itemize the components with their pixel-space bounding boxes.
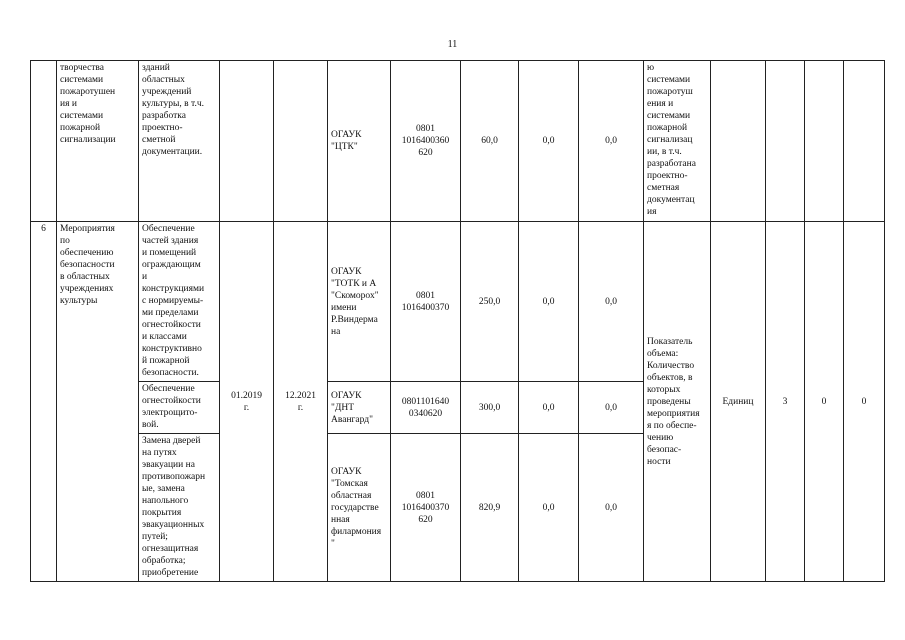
cell-sum-3: 0,0 <box>579 222 644 382</box>
cell-sum-2: 0,0 <box>519 382 579 434</box>
cell-indicator: ю системами пожаротуш ения и системами пожарной сигнализац ии, в т.ч. разработана проектно- сметная документац ия <box>644 61 711 222</box>
cell-date-start <box>220 61 274 222</box>
cell-num <box>31 61 57 222</box>
cell-activity: Мероприятия по обеспечению безопасности в областных учреждениях культуры <box>57 222 139 582</box>
cell-date-end <box>274 61 328 222</box>
cell-activity: творчества системами пожаротушен ия и системами пожарной сигнализации <box>57 61 139 222</box>
cell-measure: зданий областных учреждений культуры, в т.ч. разработка проектно- сметной документации. <box>139 61 220 222</box>
cell-executor: ОГАУК "ЦТК" <box>328 61 391 222</box>
cell-executor: ОГАУК "ДНТ Авангард" <box>328 382 391 434</box>
cell-measure: Обеспечение частей здания и помещений ограждающим и конструкциями с нормируемы- ми пределами огнестойкости и классами конструктивно й пожарной безопасности. <box>139 222 220 382</box>
cell-kbk: 0801 1016400360 620 <box>391 61 461 222</box>
cell-executor: ОГАУК "ТОТК и А "Скоморох" имени Р.Виндерма на <box>328 222 391 382</box>
cell-unit: Единиц <box>711 222 766 582</box>
program-table <box>30 60 885 582</box>
cell-sum-1: 300,0 <box>461 382 519 434</box>
cell-sum-2: 0,0 <box>519 61 579 222</box>
cell-kbk: 0801 1016400370 <box>391 222 461 382</box>
cell-date-start: 01.2019 г. <box>220 222 274 582</box>
cell-measure: Замена дверей на путях эвакуации на противопожарн ые, замена напольного покрытия эвакуационных путей; огнезащитная обработка; приобретение <box>139 434 220 582</box>
table-row-6a <box>31 222 885 382</box>
cell-num: 6 <box>31 222 57 582</box>
cell-sum-3: 0,0 <box>579 61 644 222</box>
cell-date-end: 12.2021 г. <box>274 222 328 582</box>
cell-executor: ОГАУК "Томская областная государстве нная филармония " <box>328 434 391 582</box>
cell-v3 <box>844 61 885 222</box>
cell-v1 <box>766 61 805 222</box>
cell-sum-1: 250,0 <box>461 222 519 382</box>
cell-measure: Обеспечение огнестойкости электрощито- вой. <box>139 382 220 434</box>
cell-sum-2: 0,0 <box>519 222 579 382</box>
cell-indicator: Показатель объема: Количество объектов, в которых проведены мероприятия я по обеспе- чению безопас- ности <box>644 222 711 582</box>
cell-kbk: 0801101640 0340620 <box>391 382 461 434</box>
cell-sum-3: 0,0 <box>579 382 644 434</box>
cell-v1: 3 <box>766 222 805 582</box>
page-number: 11 <box>447 39 458 50</box>
cell-v3: 0 <box>844 222 885 582</box>
table-row-continuation <box>31 61 885 222</box>
cell-sum-1: 820,9 <box>461 434 519 582</box>
cell-sum-2: 0,0 <box>519 434 579 582</box>
cell-sum-1: 60,0 <box>461 61 519 222</box>
cell-sum-3: 0,0 <box>579 434 644 582</box>
cell-v2 <box>805 61 844 222</box>
cell-kbk: 0801 1016400370 620 <box>391 434 461 582</box>
cell-v2: 0 <box>805 222 844 582</box>
cell-unit <box>711 61 766 222</box>
